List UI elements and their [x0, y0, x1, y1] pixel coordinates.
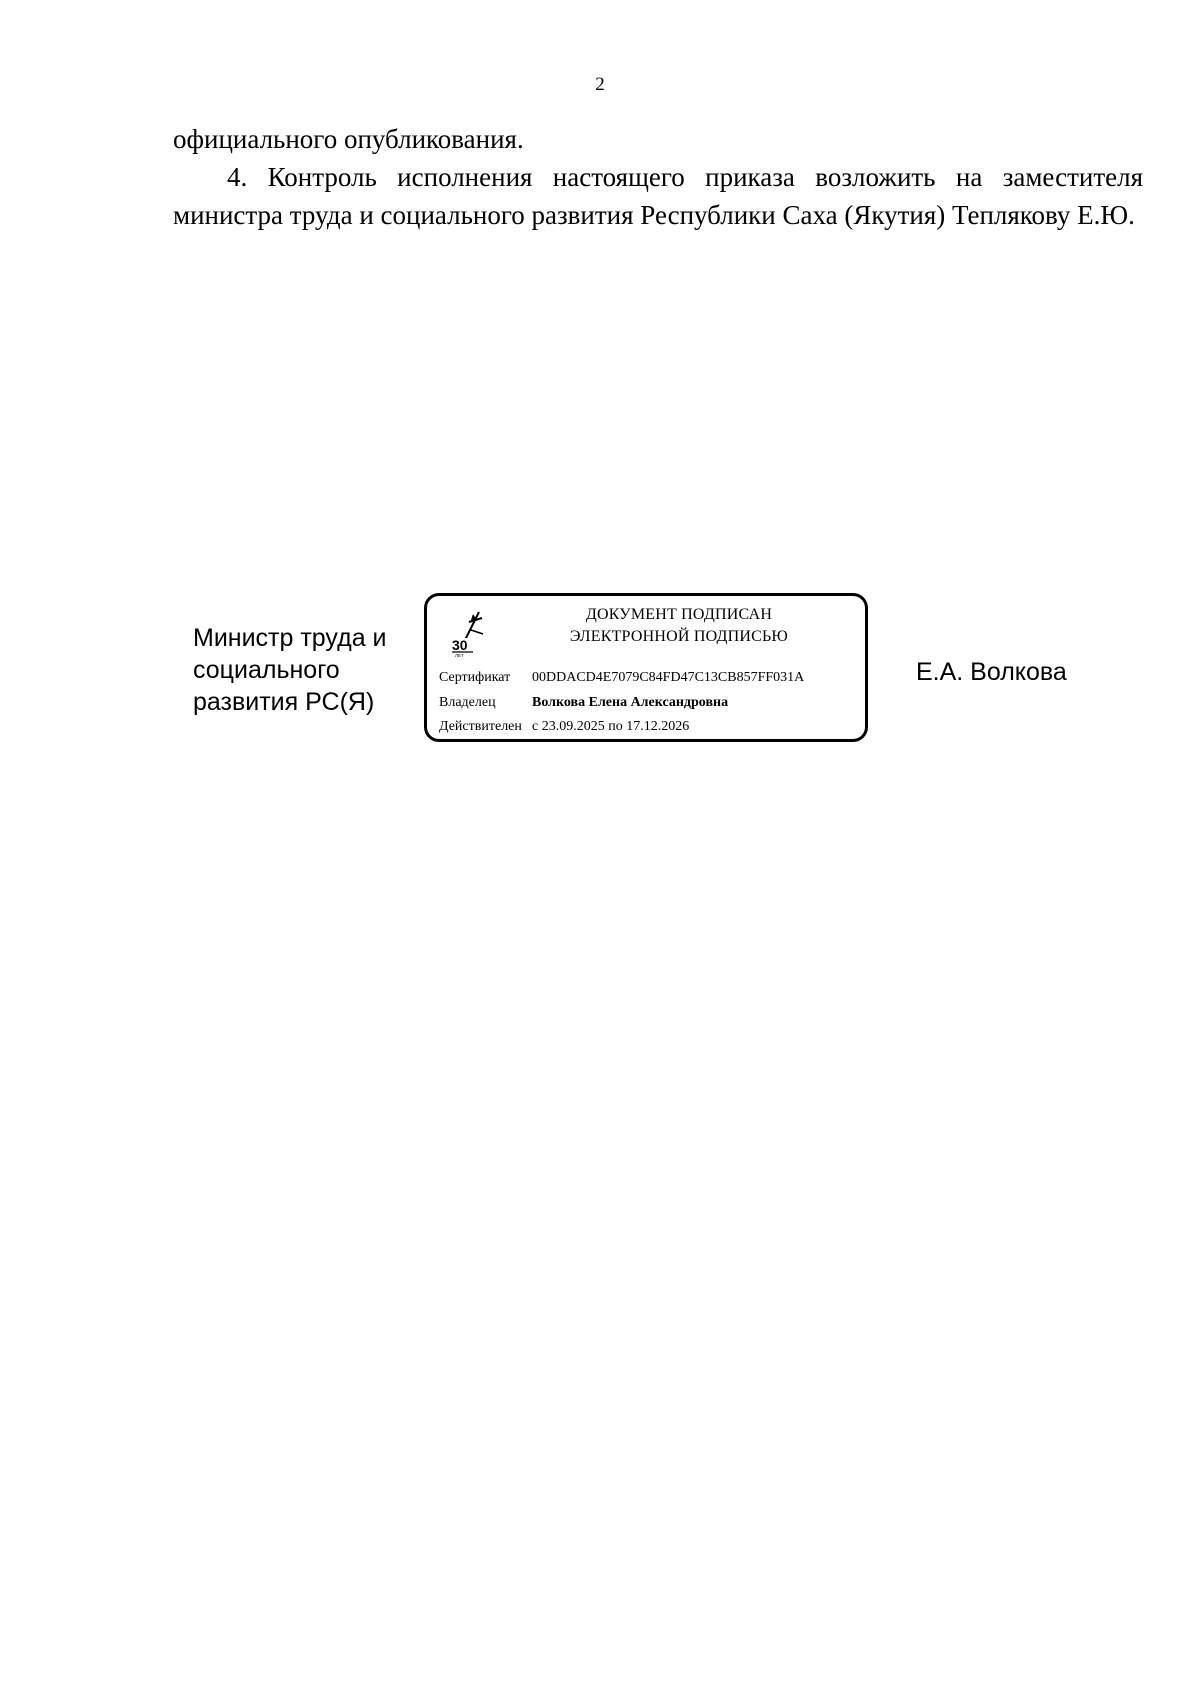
- svg-text:ЛЕТ: ЛЕТ: [455, 653, 464, 658]
- signer-name: Е.А. Волкова: [916, 658, 1067, 686]
- signer-position-line: социального: [193, 656, 340, 684]
- stamp-subtitle: ЭЛЕКТРОННОЙ ПОДПИСЬЮ: [569, 628, 789, 645]
- validity-value: с 23.09.2025 по 17.12.2026: [532, 719, 690, 734]
- paragraph-4: 4. Контроль исполнения настоящего приказа возложить на заместителя министра труда и социального развития Республики Саха (Якутия) Теплякову Е.Ю.: [173, 162, 1143, 230]
- owner-value: Волкова Елена Александровна: [532, 695, 729, 710]
- certificate-value: 00DDACD4E7079C84FD47C13CB857FF031A: [532, 670, 805, 685]
- body-text: [173, 120, 1143, 234]
- stamp-title: ДОКУМЕНТ ПОДПИСАН: [585, 606, 773, 623]
- certificate-label: Сертификат: [439, 670, 511, 685]
- owner-row: [439, 694, 728, 712]
- page-number: 2: [595, 74, 605, 95]
- validity-row: [439, 718, 689, 736]
- owner-label: Владелец: [439, 695, 496, 710]
- continuation-line: официального опубликования.: [173, 124, 524, 154]
- validity-label: Действителен: [439, 719, 522, 734]
- signer-position: [193, 622, 423, 718]
- svg-text:30: 30: [452, 637, 468, 653]
- signer-position-line: развития РС(Я): [193, 688, 375, 716]
- electronic-signature-stamp: [424, 593, 868, 742]
- certificate-row: [439, 669, 804, 687]
- signer-position-line: Министр труда и: [193, 624, 387, 652]
